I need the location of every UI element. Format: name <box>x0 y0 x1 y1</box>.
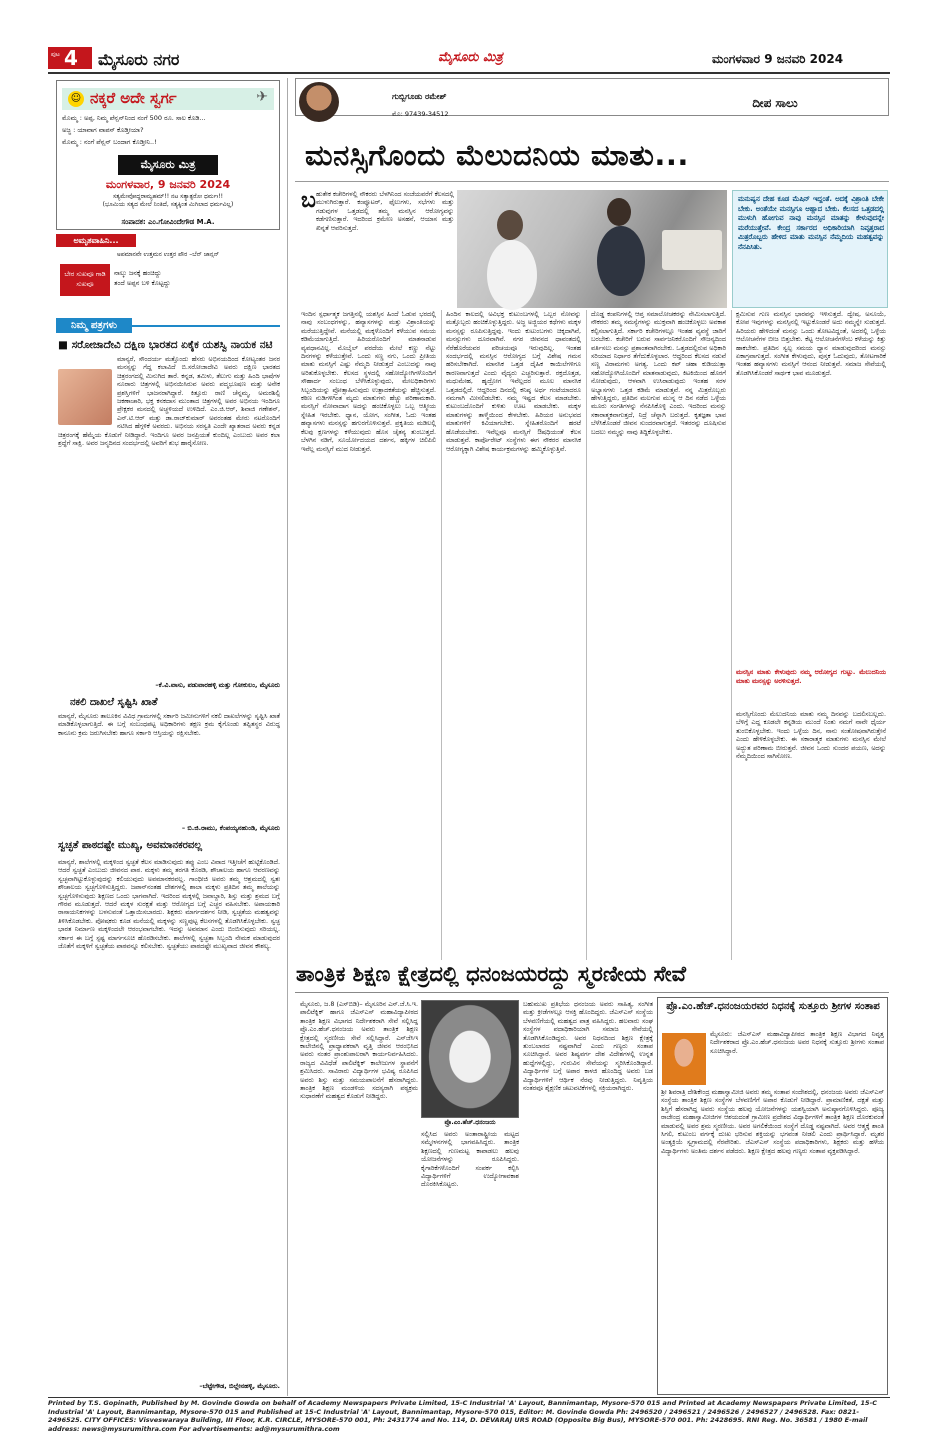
comic-line-3: ಮೊಮ್ಮ : ನಂಗೆ ಪೆನ್ಷನ್ ಬಂದಾಗ ಕೊಡ್ತೀನಿ..! <box>62 138 157 146</box>
letters-section-tag: ನಿಮ್ಮ ಪತ್ರಗಳು <box>56 318 132 333</box>
letter-1-text: ಮಾನ್ಯರೆ, ಸೌಂದರ್ಯ ಮತ್ತೊಂದು ಹೆಸರು ಅಭಿನಯದಿಂದ ಕೋಟ್ಯಂತರ ಜನರ ಮನಸ್ಸನ್ನು ಗೆದ್ದ ಕಲಾವಿದೆ ಬಿ.ಸರೋಜಾದೇವಿ ಅವರು ದಕ್ಷಿಣ ಭಾರತದ ಚಿತ್ರರಂಗದಲ್ಲಿ ಮಿನುಗಿದ ತಾರೆ. ಕನ್ನಡ, ತಮಿಳು, ತೆಲುಗು ಮತ್ತು ಹಿಂದಿ ಭಾಷೆಗಳ ನೂರಾರು ಚಿತ್ರಗಳಲ್ಲಿ ಅಭಿನಯಿಸಿರುವ ಅವರು ಪದ್ಮಭೂಷಣ ಮತ್ತು ಅನೇಕ ಪ್ರಶಸ್ತಿಗಳಿಗೆ ಭಾಜನರಾಗಿದ್ದಾರೆ. ಕಿತ್ತೂರು ರಾಣಿ ಚೆನ್ನಮ್ಮ, ಅಮರಶಿಲ್ಪಿ ಜಕಣಾಚಾರಿ, ಭಕ್ತ ಕನಕದಾಸ ಮುಂತಾದ ಚಿತ್ರಗಳಲ್ಲಿ ಅವರ ಅಭಿನಯ ಇಂದಿಗೂ ಪ್ರೇಕ್ಷಕರ ಮನದಲ್ಲಿ ಅಚ್ಚಳಿಯದೆ ಉಳಿದಿದೆ. ಎಂ.ಜಿ.ಆರ್, ಶಿವಾಜಿ ಗಣೇಶನ್, ಎನ್.ಟಿ.ಆರ್ ಮತ್ತು ಡಾ.ರಾಜ್‌ಕುಮಾರ್ ಅವರಂತಹ ಮೇರು ನಟರೊಂದಿಗೆ ನಟಿಸಿದ ಹೆಗ್ಗಳಿಕೆ ಅವರದು. ಅಭಿನಯ ಸರಸ್ವತಿ ಎಂದೇ ಖ್ಯಾತರಾದ ಅವರು ಕನ್ನಡ ಚಿತ್ರರಂಗಕ್ಕೆ ಹೆಮ್ಮೆಯ ಕೊಡುಗೆ ನೀಡಿದ್ದಾರೆ. ಇಂದಿಗೂ ಅವರ ಜನಪ್ರಿಯತೆ ಕುಂದಿಲ್ಲ ಎಂಬುದು ಅವರ ಕಲಾ ಶ್ರದ್ಧೆಗೆ ಸಾಕ್ಷಿ. ಅವರ ಜನ್ಮದಿನದ ಸಂದರ್ಭದಲ್ಲಿ ಅವರಿಗೆ ಶುಭ ಹಾರೈಸೋಣ. <box>58 355 280 448</box>
letter-3-headline: ಸ್ವಚ್ಛತೆ ಪಾಠದಷ್ಟೇ ಮುಖ್ಯ, ಅವಮಾನಕರವಲ್ಲ <box>58 840 202 851</box>
feature-intro: ಹುತೇಕ ಕಚೇರಿಗಳಲ್ಲಿ ನೌಕರರು ಬೆಳಗಿನಿಂದ ಸಂಜೆಯವರೆಗೆ ಕೆಲಸದಲ್ಲಿ ಮುಳುಗಿರುತ್ತಾರೆ. ಕಂಪ್ಯೂಟರ್, ಫೈಲುಗಳು, ಸಭೆಗಳು ಮತ್ತು ಗಡುವುಗಳ ಒತ್ತಡದಲ್ಲಿ ತಮ್ಮ ಮನಸ್ಸಿನ ಆರೋಗ್ಯವನ್ನು ಕಡೆಗಣಿಸುತ್ತಾರೆ. ಇದರಿಂದ ಕ್ರಮೇಣ ಅಸಹನೆ, ಆಯಾಸ ಮತ್ತು ಖಿನ್ನತೆ ಆವರಿಸುತ್ತದೆ. <box>316 190 454 232</box>
story-column-2: ಸಲ್ಲಿಸಿದ ಅವರು ಅಂತಾರಾಷ್ಟ್ರೀಯ ಮಟ್ಟದ ಸಮ್ಮೇಳನಗಳಲ್ಲಿ ಭಾಗವಹಿಸಿದ್ದರು. ತಾಂತ್ರಿಕ ಶಿಕ್ಷಣದಲ್ಲಿ ಗುಣಮಟ್ಟ ಕಾಪಾಡಲು ಹಲವು ಯೋಜನೆಗಳನ್ನು ರೂಪಿಸಿದ್ದರು. ಕೈಗಾರಿಕೆಗಳೊಂದಿಗೆ ಸಂಪರ್ಕ ಕಲ್ಪಿಸಿ ವಿದ್ಯಾರ್ಥಿಗಳಿಗೆ ಉದ್ಯೋಗಾವಕಾಶ ದೊರಕಿಸಿಕೊಟ್ಟರು. <box>421 1130 519 1189</box>
obituary-headline: ಪ್ರೊ.ಎಂ.ಹೆಚ್.ಧನಂಜಯರವರ ನಿಧನಕ್ಕೆ ಸುತ್ತೂರು ಶ್ರೀಗಳ ಸಂತಾಪ <box>666 1001 880 1012</box>
story-column-1: ಮೈಸೂರು, ಜ.8 (ಎಸ್‌ಬಿಡಿ)– ಮೈಸೂರಿನ ಎಸ್.ಜೆ.ಸಿ.ಇ. ಪಾಲಿಟೆಕ್ನಿಕ್ ಹಾಗೂ ಜೆಎಸ್‌ಎಸ್ ಮಹಾವಿದ್ಯಾಪೀಠದ ತಾಂತ್ರಿಕ ಶಿಕ್ಷಣ ವಿಭಾಗದ ನಿರ್ದೇಶಕರಾಗಿ ಸೇವೆ ಸಲ್ಲಿಸಿದ್ದ ಪ್ರೊ.ಎಂ.ಹೆಚ್.ಧನಂಜಯ ಅವರು ತಾಂತ್ರಿಕ ಶಿಕ್ಷಣ ಕ್ಷೇತ್ರದಲ್ಲಿ ಸ್ಮರಣೀಯ ಸೇವೆ ಸಲ್ಲಿಸಿದ್ದಾರೆ. ಎಸ್‌ಜೆಸಿಇ ಕಾಲೇಜಿನಲ್ಲಿ ಪ್ರಾಧ್ಯಾಪಕರಾಗಿ ವೃತ್ತಿ ಜೀವನ ಆರಂಭಿಸಿದ ಅವರು ನಂತರ ಪ್ರಾಂಶುಪಾಲರಾಗಿ ಕಾರ್ಯನಿರ್ವಹಿಸಿದರು. ರಾಜ್ಯದ ವಿವಿಧೆಡೆ ಪಾಲಿಟೆಕ್ನಿಕ್ ಕಾಲೇಜುಗಳ ಸ್ಥಾಪನೆಗೆ ಶ್ರಮಿಸಿದರು. ಸಾವಿರಾರು ವಿದ್ಯಾರ್ಥಿಗಳ ಭವಿಷ್ಯ ರೂಪಿಸಿದ ಅವರು ಶಿಸ್ತು ಮತ್ತು ಸಮಯಪಾಲನೆಗೆ ಹೆಸರಾಗಿದ್ದರು. ತಾಂತ್ರಿಕ ಶಿಕ್ಷಣ ಮಂಡಳಿಯ ಸದಸ್ಯರಾಗಿ ಪಠ್ಯಕ್ರಮ ಸುಧಾರಣೆಗೆ ಮಹತ್ವದ ಕೊಡುಗೆ ನೀಡಿದ್ದರು. <box>300 1000 418 1101</box>
amruta-label: ಅಮೃತವಾಹಿನಿ... <box>56 234 136 247</box>
letter-3-body: ಮಾನ್ಯರೆ, ಶಾಲೆಗಳಲ್ಲಿ ಮಕ್ಕಳಿಂದ ಸ್ವಚ್ಛತೆ ಕೆಲಸ ಮಾಡಿಸುವುದು ತಪ್ಪು ಎಂಬ ವಿವಾದ ಇತ್ತೀಚೆಗೆ ಹುಟ್ಟಿಕೊಂಡಿದೆ. ಆದರೆ ಸ್ವಚ್ಛತೆ ಎಂಬುದು ಜೀವನದ ಪಾಠ. ಮಕ್ಕಳು ತಮ್ಮ ತರಗತಿ ಕೊಠಡಿ, ಶೌಚಾಲಯ ಹಾಗೂ ಆವರಣವನ್ನು ಸ್ವಚ್ಛವಾಗಿಟ್ಟುಕೊಳ್ಳುವುದನ್ನು ಕಲಿಯುವುದು ಅವಮಾನಕರವಲ್ಲ. ಗಾಂಧೀಜಿ ಅವರು ತಮ್ಮ ಆಶ್ರಮದಲ್ಲಿ ಸ್ವತಃ ಶೌಚಾಲಯ ಸ್ವಚ್ಛಗೊಳಿಸುತ್ತಿದ್ದರು. ಜಪಾನ್‌ನಂತಹ ದೇಶಗಳಲ್ಲಿ ಶಾಲಾ ಮಕ್ಕಳು ಪ್ರತಿದಿನ ತಮ್ಮ ಶಾಲೆಯನ್ನು ಸ್ವಚ್ಛಗೊಳಿಸುವುದು ಶಿಕ್ಷಣದ ಒಂದು ಭಾಗವಾಗಿದೆ. ಇದರಿಂದ ಮಕ್ಕಳಲ್ಲಿ ಜವಾಬ್ದಾರಿ, ಶಿಸ್ತು ಮತ್ತು ಶ್ರಮದ ಬಗ್ಗೆ ಗೌರವ ಮೂಡುತ್ತದೆ. ಆದರೆ ಮಕ್ಕಳ ಸುರಕ್ಷತೆ ಮತ್ತು ಆರೋಗ್ಯದ ಬಗ್ಗೆ ಎಚ್ಚರ ವಹಿಸಬೇಕು. ಅಪಾಯಕಾರಿ ರಾಸಾಯನಿಕಗಳನ್ನು ಬಳಸುವಂತೆ ಒತ್ತಾಯಿಸಬಾರದು. ಶಿಕ್ಷಕರು ಮಾರ್ಗದರ್ಶನ ನೀಡಿ, ಸ್ವಚ್ಛತೆಯ ಮಹತ್ವವನ್ನು ತಿಳಿಸಿಕೊಡಬೇಕು. ಪೋಷಕರು ಕೂಡ ಮನೆಯಲ್ಲಿ ಮಕ್ಕಳನ್ನು ಸಣ್ಣಪುಟ್ಟ ಕೆಲಸಗಳಲ್ಲಿ ತೊಡಗಿಸಿಕೊಳ್ಳಬೇಕು. ಸ್ವಚ್ಛ ಭಾರತ ನಿರ್ಮಾಣ ಮಕ್ಕಳಿಂದಲೇ ಆರಂಭವಾಗಬೇಕು. ಇದನ್ನು ಅವಮಾನ ಎಂದು ಬಿಂಬಿಸುವುದು ಸರಿಯಲ್ಲ. ಸರ್ಕಾರ ಈ ಬಗ್ಗೆ ಸ್ಪಷ್ಟ ಮಾರ್ಗಸೂಚಿ ಹೊರಡಿಸಬೇಕು. ಶಾಲೆಗಳಲ್ಲಿ ಸ್ವಚ್ಛತಾ ಸಿಬ್ಬಂದಿ ನೇಮಕ ಮಾಡುವುದರ ಜೊತೆಗೆ ಮಕ್ಕಳಿಗೆ ಸ್ವಚ್ಛತೆಯ ಪಾಠವನ್ನೂ ಕಲಿಸಬೇಕು. ಸ್ವಚ್ಛತೆಯು ಪಾಠದಷ್ಟೇ ಮುಖ್ಯವಾದ ಜೀವನ ಕೌಶಲ್ಯ. <box>58 858 280 951</box>
story-headline: ತಾಂತ್ರಿಕ ಶಿಕ್ಷಣ ಕ್ಷೇತ್ರದಲ್ಲಿ ಧನಂಜಯರದ್ದು ಸ್ಮರಣೀಯ ಸೇವೆ <box>296 962 686 986</box>
page-label: ಪುಟ <box>51 51 60 58</box>
drop-cap: ಬ <box>301 188 316 213</box>
comic-line-1: ಮೊಮ್ಮ : ಅಪ್ಪ, ನಿಮ್ಮ ಪೆನ್ಷನ್‌ನಿಂದ ನಂಗೆ 500 ರೂ. ಸಾಲ ಕೊಡಿ... <box>62 114 206 122</box>
letter-1-body <box>58 355 280 677</box>
comic-title: ನಕ್ಕರೆ ಅದೇ ಸ್ವರ್ಗ <box>90 89 177 107</box>
portrait-caption: ಪ್ರೊ.ಎಂ.ಹೆಚ್.ಧನಂಜಯ <box>444 1119 496 1126</box>
office-meeting-photo <box>457 190 727 308</box>
bird-icon: ✈ <box>256 89 268 105</box>
masthead-rule <box>48 72 890 74</box>
obituary-body: ಶ್ರೀ ಶಿವರಾತ್ರಿ ದೇಶಿಕೇಂದ್ರ ಮಹಾಸ್ವಾಮೀಜಿ ಅವರು ತಮ್ಮ ಸಂತಾಪ ಸಂದೇಶದಲ್ಲಿ, ಧನಂಜಯ ಅವರು ಜೆಎಸ್‌ಎಸ್ ಸಂಸ್ಥೆಯ ತಾಂತ್ರಿಕ ಶಿಕ್ಷಣ ಸಂಸ್ಥೆಗಳ ಬೆಳವಣಿಗೆಗೆ ಅಪಾರ ಕೊಡುಗೆ ನೀಡಿದ್ದಾರೆ. ಪ್ರಾಮಾಣಿಕತೆ, ದಕ್ಷತೆ ಮತ್ತು ಶಿಸ್ತಿಗೆ ಹೆಸರಾಗಿದ್ದ ಅವರು ಸಂಸ್ಥೆಯ ಹಲವು ಯೋಜನೆಗಳನ್ನು ಯಶಸ್ವಿಯಾಗಿ ಅನುಷ್ಠಾನಗೊಳಿಸಿದ್ದರು. ಪೂಜ್ಯ ರಾಜೇಂದ್ರ ಮಹಾಸ್ವಾಮೀಜಿಗಳ ಆಶಯದಂತೆ ಗ್ರಾಮೀಣ ಪ್ರದೇಶದ ವಿದ್ಯಾರ್ಥಿಗಳಿಗೆ ತಾಂತ್ರಿಕ ಶಿಕ್ಷಣ ದೊರಕುವಂತೆ ಮಾಡುವಲ್ಲಿ ಅವರ ಶ್ರಮ ಸ್ಮರಣೀಯ. ಅವರ ಅಗಲಿಕೆಯಿಂದ ಸಂಸ್ಥೆಗೆ ದೊಡ್ಡ ನಷ್ಟವಾಗಿದೆ. ಅವರ ಆತ್ಮಕ್ಕೆ ಶಾಂತಿ ಸಿಗಲಿ, ಕುಟುಂಬ ವರ್ಗಕ್ಕೆ ದುಃಖ ಭರಿಸುವ ಶಕ್ತಿಯನ್ನು ಭಗವಂತ ನೀಡಲಿ ಎಂದು ಪ್ರಾರ್ಥಿಸಿದ್ದಾರೆ. ಮೃತರ ಅಂತ್ಯಕ್ರಿಯೆ ಸ್ವಗ್ರಾಮದಲ್ಲಿ ನೆರವೇರಿತು. ಜೆಎಸ್‌ಎಸ್ ಸಂಸ್ಥೆಯ ಪದಾಧಿಕಾರಿಗಳು, ಶಿಕ್ಷಕರು ಮತ್ತು ಹಳೆಯ ವಿದ್ಯಾರ್ಥಿಗಳು ಅಂತಿಮ ದರ್ಶನ ಪಡೆದರು. ಶಿಕ್ಷಣ ಕ್ಷೇತ್ರದ ಹಲವು ಗಣ್ಯರು ಸಂತಾಪ ವ್ಯಕ್ತಪಡಿಸಿದ್ದಾರೆ. <box>661 1088 884 1155</box>
person-2-body <box>597 226 645 296</box>
letter-2-headline: ನಕಲಿ ದಾಖಲೆ ಸೃಷ್ಟಿಸಿ ಖಾತೆ <box>70 697 158 708</box>
motto <box>58 193 278 209</box>
swamiji-photo <box>662 1033 706 1085</box>
paper-logo: ಮೈಸೂರು ಮಿತ್ರ <box>438 50 503 65</box>
feature-column-3: ದೊಡ್ಡ ಕಂಪನಿಗಳಲ್ಲಿ ಆಪ್ತ ಸಮಾಲೋಚಕರನ್ನು ನೇಮಿಸಲಾಗುತ್ತಿದೆ. ನೌಕರರು ತಮ್ಮ ಸಮಸ್ಯೆಗಳನ್ನು ಮುಕ್ತವಾಗಿ ಹಂಚಿಕೊಳ್ಳಲು ಅವಕಾಶ ಕಲ್ಪಿಸಲಾಗುತ್ತಿದೆ. ಸರ್ಕಾರಿ ಕಚೇರಿಗಳಲ್ಲೂ ಇಂತಹ ವ್ಯವಸ್ಥೆ ಜಾರಿಗೆ ಬರಬೇಕು. ಕಚೇರಿಗೆ ಬರುವ ಸಾರ್ವಜನಿಕರೊಂದಿಗೆ ಸೌಜನ್ಯದಿಂದ ವರ್ತಿಸಲು ಮನಸ್ಸು ಪ್ರಶಾಂತವಾಗಿರಬೇಕು. ಒತ್ತಡದಲ್ಲಿರುವ ಅಧಿಕಾರಿ ಸರಿಯಾದ ನಿರ್ಧಾರ ತೆಗೆದುಕೊಳ್ಳಲಾರ. ಆದ್ದರಿಂದ ಕೆಲಸದ ನಡುವೆ ಸಣ್ಣ ವಿರಾಮಗಳು ಅಗತ್ಯ. ಒಂದು ಕಪ್ ಚಹಾ ಕುಡಿಯುತ್ತಾ ಸಹೋದ್ಯೋಗಿಯೊಂದಿಗೆ ಮಾತನಾಡುವುದು, ಕಿಟಕಿಯಿಂದ ಹೊರಗೆ ನೋಡುವುದು, ಆಳವಾಗಿ ಉಸಿರಾಡುವುದು ಇಂತಹ ಸರಳ ಅಭ್ಯಾಸಗಳು ಒತ್ತಡ ಕಡಿಮೆ ಮಾಡುತ್ತವೆ. ನನ್ನ ಮಿತ್ರರೊಬ್ಬರು ಹೇಳುತ್ತಿದ್ದರು, ಪ್ರತಿದಿನ ಮಲಗುವ ಮುನ್ನ ಆ ದಿನ ನಡೆದ ಒಳ್ಳೆಯ ಮೂರು ಸಂಗತಿಗಳನ್ನು ನೆನಪಿಸಿಕೊಳ್ಳಿ ಎಂದು. ಇದರಿಂದ ಮನಸ್ಸು ಸಕಾರಾತ್ಮಕವಾಗುತ್ತದೆ, ನಿದ್ರೆ ಚೆನ್ನಾಗಿ ಬರುತ್ತದೆ. ಕೃತಜ್ಞತಾ ಭಾವ ಬೆಳೆಸಿಕೊಂಡರೆ ಜೀವನ ಸುಂದರವಾಗುತ್ತದೆ. ಇತರರನ್ನು ದೂಷಿಸುವ ಬದಲು ನಮ್ಮನ್ನು ನಾವು ತಿದ್ದಿಕೊಳ್ಳಬೇಕು. <box>591 310 726 436</box>
professor-portrait <box>421 1000 519 1118</box>
motto-line-2: (ಭೂಮಿಯ ಸತ್ಯದ ಮೇಲೆ ನಿಂತಿದೆ, ಸತ್ಯಕ್ಕಿಂತ ಮಿಗಿಲಾದ ಧರ್ಮವಿಲ್ಲ) <box>102 201 234 208</box>
headline-rule <box>295 181 889 182</box>
laptop-shape <box>662 230 722 270</box>
obituary-intro: ಮೈಸೂರು: ಜೆಎಸ್‌ಎಸ್ ಮಹಾವಿದ್ಯಾಪೀಠದ ತಾಂತ್ರಿಕ ಶಿಕ್ಷಣ ವಿಭಾಗದ ನಿವೃತ್ತ ನಿರ್ದೇಶಕರಾದ ಪ್ರೊ.ಎಂ.ಹೆಚ್.ಧನಂಜಯ ಅವರ ನಿಧನಕ್ಕೆ ಸುತ್ತೂರು ಶ್ರೀಗಳು ಸಂತಾಪ ಸೂಚಿಸಿದ್ದಾರೆ. <box>710 1030 884 1055</box>
proverb-line-2: ತಂದೆ ಅಪ್ಪನ ಬಳಿ ಕೊಟ್ಟದ್ದು <box>114 279 171 287</box>
imprint-rule <box>48 1397 890 1398</box>
story-column-3: ಬಹುಮುಖ ಪ್ರತಿಭೆಯ ಧನಂಜಯ ಅವರು ಸಾಹಿತ್ಯ, ಸಂಗೀತ ಮತ್ತು ಕ್ರೀಡೆಗಳಲ್ಲೂ ಆಸಕ್ತಿ ಹೊಂದಿದ್ದರು. ಜೆಎಸ್‌ಎಸ್ ಸಂಸ್ಥೆಯ ಬೆಳವಣಿಗೆಯಲ್ಲಿ ಮಹತ್ವದ ಪಾತ್ರ ವಹಿಸಿದ್ದರು. ಹಲವಾರು ಸಂಘ ಸಂಸ್ಥೆಗಳ ಪದಾಧಿಕಾರಿಯಾಗಿ ಸಮಾಜ ಸೇವೆಯಲ್ಲಿ ತೊಡಗಿಸಿಕೊಂಡಿದ್ದರು. ಅವರ ನಿಧನದಿಂದ ಶಿಕ್ಷಣ ಕ್ಷೇತ್ರಕ್ಕೆ ತುಂಬಲಾರದ ನಷ್ಟವಾಗಿದೆ ಎಂದು ಗಣ್ಯರು ಸಂತಾಪ ಸೂಚಿಸಿದ್ದಾರೆ. ಅವರ ಶಿಷ್ಯವರ್ಗ ದೇಶ ವಿದೇಶಗಳಲ್ಲಿ ಉನ್ನತ ಹುದ್ದೆಗಳಲ್ಲಿದ್ದು, ಗುರುವಿನ ಸೇವೆಯನ್ನು ಸ್ಮರಿಸಿಕೊಂಡಿದ್ದಾರೆ. ವಿದ್ಯಾರ್ಥಿಗಳ ಬಗ್ಗೆ ಅಪಾರ ಕಾಳಜಿ ಹೊಂದಿದ್ದ ಅವರು ಬಡ ವಿದ್ಯಾರ್ಥಿಗಳಿಗೆ ಆರ್ಥಿಕ ನೆರವು ನೀಡುತ್ತಿದ್ದರು. ನಿವೃತ್ತಿಯ ನಂತರವೂ ಶೈಕ್ಷಣಿಕ ಚಟುವಟಿಕೆಗಳಲ್ಲಿ ಸಕ್ರಿಯರಾಗಿದ್ದರು. <box>523 1000 653 1093</box>
person-1-body <box>487 240 537 310</box>
feature-column-1: ಇಂದಿನ ಸ್ಪರ್ಧಾತ್ಮಕ ಜಗತ್ತಿನಲ್ಲಿ ಯಶಸ್ಸಿನ ಹಿಂದೆ ಓಡುವ ಭರದಲ್ಲಿ ನಾವು ಸಂಬಂಧಗಳನ್ನು, ಹವ್ಯಾಸಗಳನ್ನು ಮತ್ತು ವಿಶ್ರಾಂತಿಯನ್ನು ಮರೆಯುತ್ತಿದ್ದೇವೆ. ಮನೆಯಲ್ಲಿ ಮಕ್ಕಳೊಂದಿಗೆ ಕಳೆಯುವ ಸಮಯ ಕಡಿಮೆಯಾಗುತ್ತಿದೆ. ಹಿರಿಯರೊಂದಿಗೆ ಮಾತನಾಡುವ ವ್ಯವಧಾನವಿಲ್ಲ. ಮೊಬೈಲ್ ಪರದೆಯ ಮೇಲೆ ಕಣ್ಣು ನೆಟ್ಟು ದಿನಗಳನ್ನು ಕಳೆಯುತ್ತೇವೆ. ಒಂದು ಸಣ್ಣ ನಗು, ಒಂದು ಪ್ರೀತಿಯ ಮಾತು ಮನಸ್ಸಿಗೆ ಎಷ್ಟು ನೆಮ್ಮದಿ ನೀಡುತ್ತದೆ ಎಂಬುದನ್ನು ನಾವು ಅರಿತುಕೊಳ್ಳಬೇಕು. ಕೆಲಸದ ಸ್ಥಳದಲ್ಲಿ ಸಹೋದ್ಯೋಗಿಗಳೊಂದಿಗೆ ಸೌಹಾರ್ದ ಸಂಬಂಧ ಬೆಳೆಸಿಕೊಳ್ಳುವುದು, ಮೇಲಧಿಕಾರಿಗಳು ಸಿಬ್ಬಂದಿಯನ್ನು ಪ್ರೋತ್ಸಾಹಿಸುವುದು ಉತ್ಪಾದಕತೆಯನ್ನು ಹೆಚ್ಚಿಸುತ್ತದೆ. ಕಠಿಣ ನುಡಿಗಳಿಗಿಂತ ಮೃದು ಮಾತುಗಳು ಹೆಚ್ಚು ಪರಿಣಾಮಕಾರಿ. ಮನಸ್ಸಿಗೆ ನೋವಾದಾಗ ಅದನ್ನು ಹಂಚಿಕೊಳ್ಳಲು ಒಬ್ಬ ಆತ್ಮೀಯ ಸ್ನೇಹಿತ ಇರಬೇಕು. ಧ್ಯಾನ, ಯೋಗ, ಸಂಗೀತ, ಓದು ಇಂತಹ ಹವ್ಯಾಸಗಳು ಮನಸ್ಸನ್ನು ಹಗುರಗೊಳಿಸುತ್ತವೆ. ಪ್ರಕೃತಿಯ ಮಡಿಲಲ್ಲಿ ಕೆಲವು ಕ್ಷಣಗಳನ್ನು ಕಳೆಯುವುದು ಹೊಸ ಚೈತನ್ಯ ತುಂಬುತ್ತದೆ. ಬೆಳಗಿನ ನಡಿಗೆ, ಸೂರ್ಯೋದಯದ ದರ್ಶನ, ಹಕ್ಕಿಗಳ ಚಿಲಿಪಿಲಿ ಇವೆಲ್ಲ ಮನಸ್ಸಿಗೆ ಮುದ ನೀಡುತ್ತವೆ. <box>301 310 436 453</box>
columnist-phone: ಮೊ: 97439-34512 <box>392 110 449 118</box>
editor-line: ಸಂಪಾದಕ: ಎಂ.ಗೋವಿಂದೇಗೌಡ M.A. <box>121 218 215 226</box>
story-rule <box>295 992 889 993</box>
columnist-photo <box>299 82 339 122</box>
columnist-name: ಗುಬ್ಬಿಗೂಡು ರಮೇಶ್ <box>392 92 447 101</box>
column-divider <box>731 310 732 960</box>
letter-3-signature: –ಬೆಟ್ಟೇಗೌಡ, ಬಿಲ್ಲೇನಹಳ್ಳಿ, ಮೈಸೂರು. <box>199 1382 280 1390</box>
page-number-badge <box>48 47 92 69</box>
comic-header <box>62 88 274 110</box>
laughing-face-icon: ☺ <box>68 91 84 107</box>
page-number: 4 <box>64 46 78 70</box>
feature-column-2: ಹಿಂದಿನ ಕಾಲದಲ್ಲಿ ಅವಿಭಕ್ತ ಕುಟುಂಬಗಳಲ್ಲಿ ಒಬ್ಬರ ನೋವನ್ನು ಮತ್ತೊಬ್ಬರು ಹಂಚಿಕೊಳ್ಳುತ್ತಿದ್ದರು. ಅಜ್ಜ ಅಜ್ಜಿಯರ ಕಥೆಗಳು ಮಕ್ಕಳ ಮನಸ್ಸನ್ನು ರೂಪಿಸುತ್ತಿದ್ದವು. ಇಂದು ಕುಟುಂಬಗಳು ಚಿಕ್ಕದಾಗಿವೆ, ಮನಸ್ಸುಗಳು ದೂರವಾಗಿವೆ. ನಗರ ಜೀವನದ ಧಾವಂತದಲ್ಲಿ ನೆರೆಹೊರೆಯವರ ಪರಿಚಯವೂ ಇರುವುದಿಲ್ಲ. ಇಂತಹ ಸಂದರ್ಭದಲ್ಲಿ ಮನಸ್ಸಿನ ಆರೋಗ್ಯದ ಬಗ್ಗೆ ವಿಶೇಷ ಗಮನ ಹರಿಸಬೇಕಾಗಿದೆ. ಮಾನಸಿಕ ಒತ್ತಡ ದೈಹಿಕ ಕಾಯಿಲೆಗಳಿಗೂ ಕಾರಣವಾಗುತ್ತದೆ ಎಂದು ವೈದ್ಯರು ಎಚ್ಚರಿಸುತ್ತಾರೆ. ರಕ್ತದೊತ್ತಡ, ಮಧುಮೇಹ, ಹೃದ್ರೋಗ ಇವೆಲ್ಲದರ ಮೂಲ ಮಾನಸಿಕ ಒತ್ತಡದಲ್ಲಿದೆ. ಆದ್ದರಿಂದ ದಿನದಲ್ಲಿ ಕನಿಷ್ಠ ಅರ್ಧ ಗಂಟೆಯಾದರೂ ನಮಗಾಗಿ ಮೀಸಲಿಡಬೇಕು. ನಮ್ಮ ಇಷ್ಟದ ಕೆಲಸ ಮಾಡಬೇಕು. ಕುಟುಂಬದೊಂದಿಗೆ ಕುಳಿತು ಊಟ ಮಾಡಬೇಕು. ಮಕ್ಕಳ ಮಾತುಗಳನ್ನು ತಾಳ್ಮೆಯಿಂದ ಕೇಳಬೇಕು. ಹಿರಿಯರ ಅನುಭವದ ಮಾತುಗಳಿಗೆ ಕಿವಿಯಾಗಬೇಕು. ಸ್ನೇಹಿತರೊಂದಿಗೆ ಹರಟೆ ಹೊಡೆಯಬೇಕು. ಇವೆಲ್ಲವೂ ಮನಸ್ಸಿಗೆ ಔಷಧಿಯಂತೆ ಕೆಲಸ ಮಾಡುತ್ತವೆ. ಕಾರ್ಪೊರೇಟ್ ಸಂಸ್ಥೆಗಳು ಈಗ ನೌಕರರ ಮಾನಸಿಕ ಆರೋಗ್ಯಕ್ಕಾಗಿ ವಿಶೇಷ ಕಾರ್ಯಕ್ರಮಗಳನ್ನು ಹಮ್ಮಿಕೊಳ್ಳುತ್ತಿವೆ. <box>446 310 581 453</box>
column-divider <box>586 310 587 960</box>
letter-1-headline: ■ ಸರೋಜಾದೇವಿ ದಕ್ಷಿಣ ಭಾರತದ ಏಕೈಕ ಯಶಸ್ವಿ ನಾಯಕ ನಟಿ <box>58 339 273 351</box>
column-name: ದೀಪ ಸಾಲು <box>752 96 798 110</box>
issue-date: ಮಂಗಳವಾರ 9 ಜನವರಿ 2024 <box>712 52 844 66</box>
proverb-lines <box>114 268 280 288</box>
feature-headline: ಮನಸ್ಸಿಗೊಂದು ಮೆಲುದನಿಯ ಮಾತು... <box>305 138 689 172</box>
letter-1-signature: –ಕೆ.ವಿ.ವಾಸು, ಪಡುವಾರಹಳ್ಳಿ ಮತ್ತು ಗೋಕುಲಂ, ಮೈಸೂರು <box>155 681 280 689</box>
amruta-quote: ಅಪಮಾನವೇ ಉತ್ತಮನ ಉತ್ತರ ಪೌರ –ಬೆನ್ ಜಾನ್ಸನ್ <box>116 251 220 258</box>
actress-photo <box>58 369 112 425</box>
feature-column-4-end: ಮನಸ್ಸಿಗೊಂದು ಮೆಲುದನಿಯ ಮಾತು ನಮ್ಮ ದಿನವನ್ನು ಬದಲಿಸಬಲ್ಲದು. ಬೆಳಿಗ್ಗೆ ಎದ್ದ ಕೂಡಲೇ ಕನ್ನಡಿಯ ಮುಂದೆ ನಿಂತು ನಮಗೆ ನಾವೇ ಧೈರ್ಯ ತುಂಬಿಕೊಳ್ಳಬೇಕು. ಇಂದು ಒಳ್ಳೆಯ ದಿನ, ನಾನು ಸಂತೋಷವಾಗಿರುತ್ತೇನೆ ಎಂದು ಹೇಳಿಕೊಳ್ಳಬೇಕು. ಈ ಸಕಾರಾತ್ಮಕ ಮಾತುಗಳು ಮನಸ್ಸಿನ ಮೇಲೆ ಅದ್ಭುತ ಪರಿಣಾಮ ಬೀರುತ್ತವೆ. ಜೀವನ ಒಂದು ಸುಂದರ ಪಯಣ, ಅದನ್ನು ನೆಮ್ಮದಿಯಿಂದ ಸಾಗಿಸೋಣ. <box>736 710 886 761</box>
letters-rule <box>132 325 280 327</box>
proverb-line-1: ನಾಲ್ಕು ಜನಕ್ಕೆ ಹಂಚಿದ್ದು <box>114 269 162 277</box>
column-divider <box>441 310 442 960</box>
motto-line-1: ಸತ್ಯಮೇವೋದ್ಧರಾಮ್ಯಹಮ್!! ನಟ ಸತ್ಯಾತ್ಪರೋ ಧರ್ಮಃ!! <box>112 193 223 200</box>
paper-badge: ಮೈಸೂರು ಮಿತ್ರ <box>118 155 218 175</box>
feature-highlight: ಮನಸ್ಸಿನ ಮಾತು ಕೇಳುವುದು ನಮ್ಮ ಆರೋಗ್ಯದ ಗುಟ್ಟು. ಮೆಲುದನಿಯ ಮಾತು ಮನಸ್ಸನ್ನು ಅರಳಿಸುತ್ತದೆ. <box>736 668 886 685</box>
comic-line-2: ಅಜ್ಜ : ಯಾವಾಗ ವಾಪಸ್ ಕೊಡ್ತೀಯಾ? <box>62 126 144 134</box>
person-1-head <box>497 210 523 240</box>
comic-date: ಮಂಗಳವಾರ, 9 ಜನವರಿ 2024 <box>105 178 231 191</box>
section-title: ಮೈಸೂರು ನಗರ <box>98 50 180 69</box>
letter-2-signature: – ಬಿ.ಜಿ.ರಾಮು, ಕೆಂಪಯ್ಯನಹುಂಡಿ, ಮೈಸೂರು <box>181 824 280 832</box>
feature-column-4: ಕ್ಷಮಿಸುವ ಗುಣ ಮನಸ್ಸಿನ ಭಾರವನ್ನು ಇಳಿಸುತ್ತದೆ. ದ್ವೇಷ, ಅಸೂಯೆ, ಕೋಪ ಇವುಗಳನ್ನು ಮನಸ್ಸಿನಲ್ಲಿ ಇಟ್ಟುಕೊಂಡರೆ ಅದು ನಮ್ಮನ್ನೇ ಸುಡುತ್ತದೆ. ಹಿರಿಯರು ಹೇಳಿದಂತೆ ಮನಸ್ಸು ಒಂದು ತೋಟವಿದ್ದಂತೆ, ಅದರಲ್ಲಿ ಒಳ್ಳೆಯ ಆಲೋಚನೆಗಳ ಬೀಜ ಬಿತ್ತಬೇಕು. ಕೆಟ್ಟ ಆಲೋಚನೆಗಳೆಂಬ ಕಳೆಯನ್ನು ಕಿತ್ತು ಹಾಕಬೇಕು. ಪ್ರತಿದಿನ ಸ್ವಲ್ಪ ಸಮಯ ಧ್ಯಾನ ಮಾಡುವುದರಿಂದ ಮನಸ್ಸು ಏಕಾಗ್ರವಾಗುತ್ತದೆ. ಸಂಗೀತ ಕೇಳುವುದು, ಪುಸ್ತಕ ಓದುವುದು, ತೋಟಗಾರಿಕೆ ಇಂತಹ ಹವ್ಯಾಸಗಳು ಮನಸ್ಸಿಗೆ ಆನಂದ ನೀಡುತ್ತವೆ. ಸಮಾಜ ಸೇವೆಯಲ್ಲಿ ತೊಡಗಿಸಿಕೊಂಡರೆ ಸಾರ್ಥಕ ಭಾವ ಮೂಡುತ್ತದೆ. <box>736 310 886 377</box>
callout-text: ಮನುಷ್ಯನ ದೇಹ ಕೂಡ ಮೆಷಿನ್ ಇದ್ದಂತೆ. ಅದಕ್ಕೆ ವಿಶ್ರಾಂತಿ ಬೇಕೇ ಬೇಕು. ಅಂತೆಯೇ ಮನಸ್ಸಿಗೂ ಆಹ್ಲಾದ ಬೇಕು. ಕೆಲಸದ ಒತ್ತಡದಲ್ಲಿ ಮುಳುಗಿ ಹೋಗುವ ನಾವು ಮನಸ್ಸಿನ ಮಾತನ್ನು ಕೇಳುವುದನ್ನೇ ಮರೆಯುತ್ತೇವೆ. ಕೇಂದ್ರ ಸರ್ಕಾರದ ಅಧಿಕಾರಿಯಾಗಿ ನಿವೃತ್ತರಾದ ಮಿತ್ರರೊಬ್ಬರು ಹೇಳಿದ ಮಾತು ಮನಸ್ಸಿನ ನೆಮ್ಮದಿಯ ಮಹತ್ವವನ್ನು ನೆನಪಿಸಿತು. <box>738 195 884 251</box>
proverb-box: ಬೇರ ಸುಖವೂ ಗಾಡಿ ಸುಖವೂ <box>60 264 110 296</box>
letter-2-body: ಮಾನ್ಯರೆ, ಮೈಸೂರು ತಾಲೂಕಿನ ವಿವಿಧ ಗ್ರಾಮಗಳಲ್ಲಿ ಸರ್ಕಾರಿ ಜಮೀನುಗಳಿಗೆ ನಕಲಿ ದಾಖಲೆಗಳನ್ನು ಸೃಷ್ಟಿಸಿ ಖಾತೆ ಮಾಡಿಕೊಳ್ಳಲಾಗುತ್ತಿದೆ. ಈ ಬಗ್ಗೆ ಸಂಬಂಧಪಟ್ಟ ಅಧಿಕಾರಿಗಳು ತಕ್ಷಣ ಕ್ರಮ ಕೈಗೊಂಡು ತಪ್ಪಿತಸ್ಥರ ವಿರುದ್ಧ ಕಾನೂನು ಕ್ರಮ ಜರುಗಿಸಬೇಕು ಹಾಗೂ ಸರ್ಕಾರಿ ಆಸ್ತಿಯನ್ನು ರಕ್ಷಿಸಬೇಕು. <box>58 712 280 737</box>
person-2-head <box>607 198 631 226</box>
printer-imprint: Printed by T.S. Gopinath, Published by M. Govinde Gowda on behalf of Academy Newspapers Private Limited, 15-C Industrial 'A' Layout, Bannimantap, Mysore-570 015 and Printed at Academy Newspapers Private Limited, 15-C Industrial 'A' Layout, Bannimantap, Mysore-570 015 and Published at 15-C Industrial 'A' Layout, Bannimantap, Mysore-570 015, Editor: M. Govinde Gowda Ph: 2496520 / 2496521 / 2496526 / 2496527 / 2496528. Fax: 0821-2496525. CITY OFFICES: Visveswaraya Building, III Floor, K.R. CIRCLE, MYSORE-570 001, Ph: 2431774 and No. 114, D. DEVARAJ URS ROAD (Opposite Big Bus), MYSORE-570 001. Ph: 2428695. RNI Reg. No. 36581 / 1980 E-mail address: news@mysurumithra.com For advertisements: ad@mysurumithra.com <box>48 1399 878 1433</box>
